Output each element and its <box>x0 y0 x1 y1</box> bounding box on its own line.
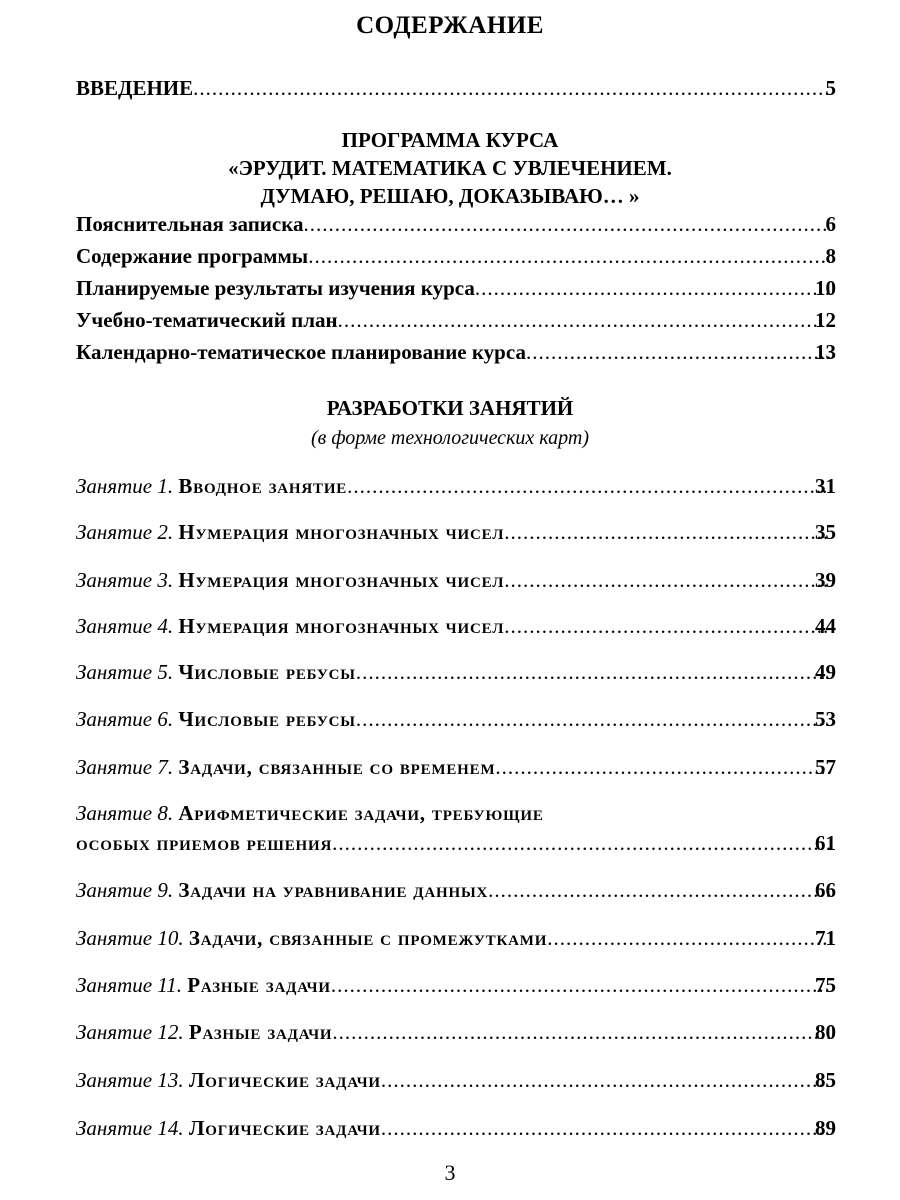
program-heading-line-1: ПРОГРАММА КУРСА <box>341 128 559 152</box>
dot-leader <box>193 74 830 102</box>
toc-entry-page: 53 <box>815 707 836 731</box>
lesson-prefix: Занятие 10. <box>76 926 184 950</box>
lessons-subheading: (в форме технологических карт) <box>310 427 589 449</box>
dot-leader <box>356 705 830 733</box>
lesson-prefix: Занятие 12. <box>76 1020 184 1044</box>
lesson-title: Нумерация многозначных чисел <box>178 614 505 638</box>
toc-entry-label: Календарно-тематическое планирование курса <box>76 340 526 364</box>
lesson-prefix: Занятие 1. <box>76 474 174 498</box>
toc-entry-label: Планируемые результаты изучения курса <box>76 276 475 300</box>
toc-entry-page: 35 <box>815 520 836 544</box>
toc-entry-page: 6 <box>825 212 836 236</box>
lesson-title: Нумерация многозначных чисел <box>178 568 505 592</box>
toc-entry-lesson-4[interactable] <box>76 612 836 640</box>
toc-entry-page: 49 <box>815 660 836 684</box>
toc-entry-page: 80 <box>815 1020 836 1044</box>
program-heading-line-2: «ЭРУДИТ. МАТЕМАТИКА С УВЛЕЧЕНИЕМ. <box>228 156 672 180</box>
dot-leader <box>547 924 830 952</box>
lesson-prefix: Занятие 3. <box>76 568 174 592</box>
toc-entry-lesson-13[interactable] <box>76 1066 836 1094</box>
lesson-title: Задачи на уравнивание данных <box>178 878 489 902</box>
toc-entry-lesson-3[interactable] <box>76 566 836 594</box>
lesson-title: Нумерация многозначных чисел <box>178 520 505 544</box>
toc-entry-program-1[interactable] <box>76 242 836 270</box>
lesson-prefix: Занятие 14. <box>76 1116 184 1140</box>
toc-entry-program-0[interactable] <box>76 210 836 238</box>
toc-entry-lesson-8-line-2[interactable] <box>76 829 836 857</box>
dot-leader <box>475 274 830 302</box>
toc-entry-label: Учебно-тематический план <box>76 308 338 332</box>
lesson-prefix: Занятие 8. <box>76 801 174 825</box>
toc-entry-page: 85 <box>815 1068 836 1092</box>
lesson-prefix: Занятие 5. <box>76 660 174 684</box>
dot-leader <box>488 876 830 904</box>
dot-leader <box>381 1114 830 1142</box>
toc-entry-lesson-10[interactable] <box>76 924 836 952</box>
toc-entry-lesson-6[interactable] <box>76 705 836 733</box>
dot-leader <box>347 472 830 500</box>
lesson-prefix: Занятие 2. <box>76 520 174 544</box>
toc-entry-lesson-8-line-1[interactable] <box>76 799 836 827</box>
toc-entry-lesson-9[interactable] <box>76 876 836 904</box>
program-heading-line-3: ДУМАЮ, РЕШАЮ, ДОКАЗЫВАЮ… » <box>260 184 640 208</box>
toc-entry-label: Пояснительная записка <box>76 212 304 236</box>
toc-entry-page: 66 <box>815 878 836 902</box>
dot-leader <box>338 306 830 334</box>
dot-leader <box>526 338 830 366</box>
lesson-prefix: Занятие 13. <box>76 1068 184 1092</box>
lesson-title: Числовые ребусы <box>178 707 356 731</box>
lesson-title: Разные задачи <box>187 973 331 997</box>
toc-entry-page: 57 <box>815 755 836 779</box>
toc-entry-lesson-5[interactable] <box>76 658 836 686</box>
lesson-title: Вводное занятие <box>178 474 348 498</box>
toc-entry-lesson-7[interactable] <box>76 753 836 781</box>
toc-entry-lesson-12[interactable] <box>76 1018 836 1046</box>
dot-leader <box>304 210 830 238</box>
toc-entry-page: 75 <box>815 973 836 997</box>
page-number: 3 <box>444 1160 456 1185</box>
lessons-heading: РАЗРАБОТКИ ЗАНЯТИЙ <box>326 396 574 420</box>
dot-leader <box>504 612 830 640</box>
toc-entry-page: 61 <box>815 831 836 855</box>
toc-entry-label: ВВЕДЕНИЕ <box>76 76 194 100</box>
toc-entry-page: 13 <box>815 340 836 364</box>
toc-entry-page: 10 <box>815 276 836 300</box>
toc-entry-lesson-2[interactable] <box>76 518 836 546</box>
lesson-title: Разные задачи <box>188 1020 333 1044</box>
toc-entry-page: 12 <box>815 308 836 332</box>
toc-entry-page: 71 <box>815 926 836 950</box>
lesson-prefix: Занятие 6. <box>76 707 174 731</box>
toc-entry-program-3[interactable] <box>76 306 836 334</box>
toc-entry-page: 44 <box>815 614 836 638</box>
lesson-title: Числовые ребусы <box>178 660 356 684</box>
lesson-title: Задачи, связанные с промежутками <box>188 926 548 950</box>
lesson-prefix: Занятие 7. <box>76 755 174 779</box>
dot-leader <box>381 1066 830 1094</box>
page-title: СОДЕРЖАНИЕ <box>356 12 544 39</box>
toc-entry-program-2[interactable] <box>76 274 836 302</box>
toc-entry-intro[interactable] <box>76 74 836 102</box>
dot-leader <box>495 753 830 781</box>
lesson-prefix: Занятие 11. <box>76 973 183 997</box>
toc-entry-page: 5 <box>825 76 836 100</box>
toc-entry-page: 39 <box>815 568 836 592</box>
dot-leader <box>356 658 830 686</box>
lesson-title: Логические задачи <box>188 1068 381 1092</box>
dot-leader <box>308 242 830 270</box>
toc-entry-page: 8 <box>825 244 836 268</box>
dot-leader <box>331 971 830 999</box>
toc-entry-program-4[interactable] <box>76 338 836 366</box>
dot-leader <box>504 566 830 594</box>
lesson-title: Задачи, связанные со временем <box>178 755 496 779</box>
lesson-prefix: Занятие 4. <box>76 614 174 638</box>
dot-leader <box>504 518 830 546</box>
toc-entry-lesson-14[interactable] <box>76 1114 836 1142</box>
lesson-prefix: Занятие 9. <box>76 878 174 902</box>
dot-leader <box>332 829 830 857</box>
toc-entry-lesson-11[interactable] <box>76 971 836 999</box>
lesson-title-continued: особых приемов решения <box>76 831 333 855</box>
lesson-title: Логические задачи <box>188 1116 381 1140</box>
toc-entry-label: Содержание программы <box>76 244 309 268</box>
toc-entry-page: 89 <box>815 1116 836 1140</box>
toc-entry-lesson-1[interactable] <box>76 472 836 500</box>
dot-leader <box>332 1018 830 1046</box>
toc-entry-page: 31 <box>815 474 836 498</box>
lesson-title: Арифметические задачи, требующие <box>178 801 544 825</box>
